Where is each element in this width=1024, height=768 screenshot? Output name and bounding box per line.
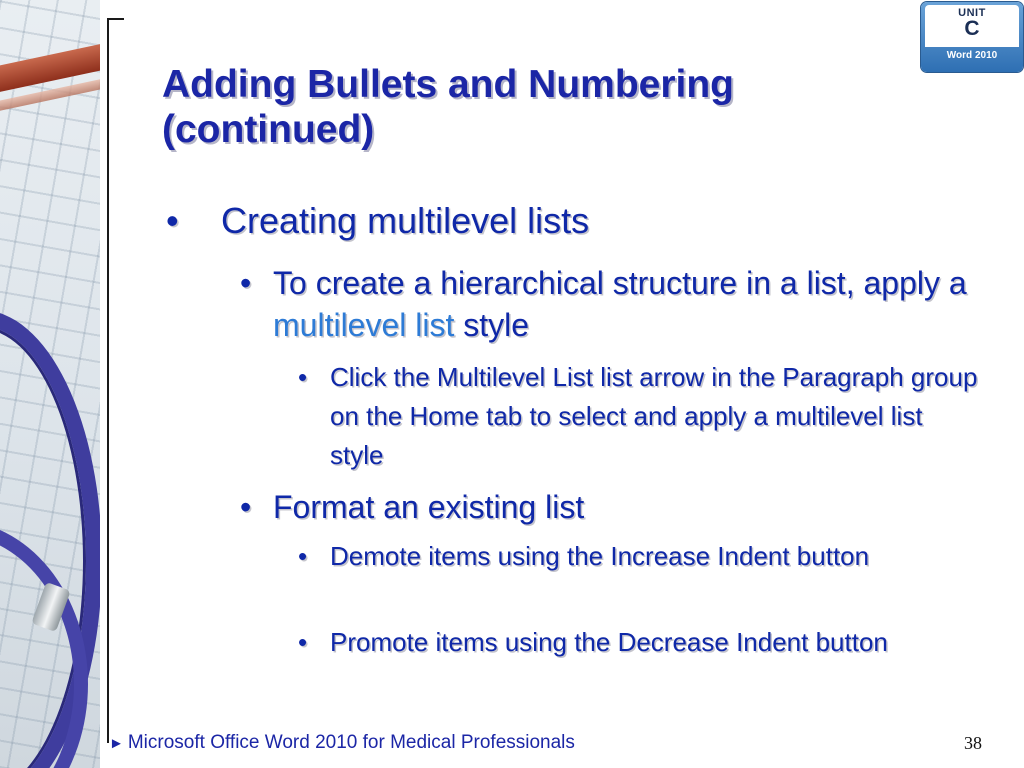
list-item-text: Creating multilevel lists <box>221 200 590 241</box>
list-item-level3 <box>298 623 978 662</box>
list-item-text: Format an existing list <box>273 489 585 525</box>
page-number: 38 <box>964 733 982 753</box>
list-item-level2 <box>240 262 1000 346</box>
list-item-text: Promote items using the Decrease Indent button <box>330 627 888 657</box>
list-item-text <box>273 262 1000 346</box>
list-item-text: Click the Multilevel List list arrow in the Paragraph group on the Home tab to select and apply a multilevel list style <box>330 362 978 470</box>
frame-horizontal-line <box>107 18 124 20</box>
list-item-level3 <box>298 358 978 475</box>
decorative-photo <box>0 0 100 768</box>
frame-vertical-line <box>107 18 109 743</box>
bullet-marker: • <box>240 265 252 301</box>
badge-unit-label: UNIT <box>958 7 986 19</box>
footer <box>109 732 575 754</box>
badge-top-panel <box>925 5 1019 47</box>
bullet-marker: • <box>298 541 308 571</box>
slide-title-line1: Adding Bullets and Numbering <box>162 63 734 106</box>
footer-text: Microsoft Office Word 2010 for Medical Professionals <box>127 732 575 753</box>
list-item-level2 <box>240 486 1000 528</box>
highlighted-term: multilevel list <box>273 307 455 343</box>
bullet-marker: • <box>298 627 308 657</box>
list-item-text-pre: To create a hierarchical structure in a list, apply a <box>273 265 967 301</box>
badge-product-label: Word 2010 <box>946 50 998 61</box>
list-item-level1 <box>166 200 986 242</box>
footer-arrow-icon: ► <box>109 735 124 752</box>
bullet-marker: • <box>240 489 252 525</box>
slide-title <box>162 62 902 152</box>
list-item-text-post: style <box>454 307 530 343</box>
bullet-marker: • <box>166 200 179 241</box>
badge-unit-letter: C <box>964 17 980 40</box>
list-item-text: Demote items using the Increase Indent button <box>330 541 870 571</box>
unit-badge <box>921 2 1023 72</box>
list-item-level3 <box>298 537 978 576</box>
slide-title-line2: (continued) <box>162 108 375 151</box>
bullet-marker: • <box>298 362 308 392</box>
